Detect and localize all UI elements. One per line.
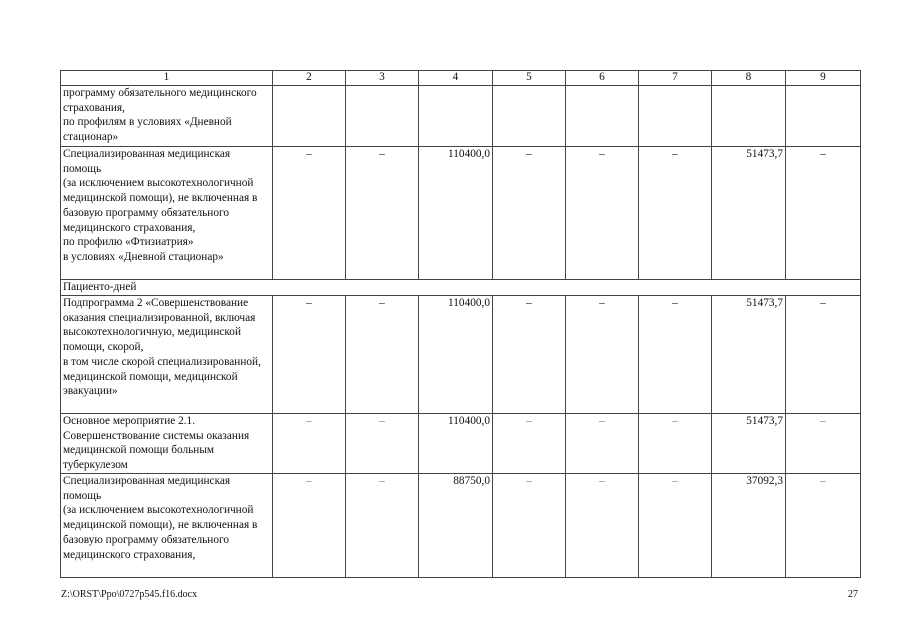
span-row bbox=[61, 280, 861, 296]
cell: – bbox=[786, 296, 861, 414]
cell: – bbox=[639, 147, 712, 280]
cell: – bbox=[566, 414, 639, 474]
cell: 110400,0 bbox=[419, 296, 493, 414]
cell: – bbox=[566, 296, 639, 414]
row-description: Подпрограмма 2 «Совершенствование оказания специализированной, включая высокотехнологичную, медицинской помощи, скорой, в том числе скорой специализированной, медицинской помощи, медицинской эвакуации» bbox=[61, 296, 273, 414]
cell: – bbox=[346, 147, 419, 280]
cell: – bbox=[273, 296, 346, 414]
span-cell: Пациенто-дней bbox=[61, 280, 861, 296]
cell: – bbox=[493, 296, 566, 414]
header-cell: 2 bbox=[273, 71, 346, 86]
table-row bbox=[61, 296, 861, 414]
header-cell: 3 bbox=[346, 71, 419, 86]
cell: 110400,0 bbox=[419, 414, 493, 474]
header-cell: 1 bbox=[61, 71, 273, 86]
footer-file-path: Z:\ORST\Ppo\0727p545.f16.docx bbox=[61, 589, 198, 600]
table-row bbox=[61, 414, 861, 474]
cell: – bbox=[566, 147, 639, 280]
cell bbox=[493, 86, 566, 147]
cell: 88750,0 bbox=[419, 474, 493, 578]
cell: 110400,0 bbox=[419, 147, 493, 280]
cell: – bbox=[273, 474, 346, 578]
cell: 51473,7 bbox=[712, 296, 786, 414]
cell: – bbox=[493, 147, 566, 280]
header-cell: 7 bbox=[639, 71, 712, 86]
cell bbox=[346, 86, 419, 147]
row-description: Специализированная медицинская помощь (за исключением высокотехнологичной медицинской помощи), не включенная в базовую программу обязательного медицинского страхования, bbox=[61, 474, 273, 578]
cell: – bbox=[786, 414, 861, 474]
header-row bbox=[61, 71, 861, 86]
cell: – bbox=[786, 147, 861, 280]
header-cell: 5 bbox=[493, 71, 566, 86]
cell: – bbox=[346, 296, 419, 414]
footer-page-number: 27 bbox=[848, 589, 858, 600]
header-cell: 6 bbox=[566, 71, 639, 86]
cell: 37092,3 bbox=[712, 474, 786, 578]
cell: – bbox=[493, 474, 566, 578]
header-cell: 4 bbox=[419, 71, 493, 86]
row-description: программу обязательного медицинского страхования, по профилям в условиях «Дневной стационар» bbox=[61, 86, 273, 147]
cell: – bbox=[346, 414, 419, 474]
cell: – bbox=[786, 474, 861, 578]
cell bbox=[712, 86, 786, 147]
cell: – bbox=[639, 414, 712, 474]
cell: – bbox=[639, 474, 712, 578]
cell: 51473,7 bbox=[712, 414, 786, 474]
cell: – bbox=[493, 414, 566, 474]
cell: – bbox=[566, 474, 639, 578]
cell bbox=[273, 86, 346, 147]
cell bbox=[786, 86, 861, 147]
table-row bbox=[61, 86, 861, 147]
cell: – bbox=[273, 147, 346, 280]
cell: – bbox=[273, 414, 346, 474]
header-cell: 8 bbox=[712, 71, 786, 86]
table-row bbox=[61, 147, 861, 280]
row-description: Основное мероприятие 2.1. Совершенствование системы оказания медицинской помощи больным туберкулезом bbox=[61, 414, 273, 474]
cell bbox=[566, 86, 639, 147]
cell: 51473,7 bbox=[712, 147, 786, 280]
cell bbox=[639, 86, 712, 147]
cell: – bbox=[639, 296, 712, 414]
table-row bbox=[61, 474, 861, 578]
cell: – bbox=[346, 474, 419, 578]
cell bbox=[419, 86, 493, 147]
budget-table bbox=[60, 70, 861, 578]
header-cell: 9 bbox=[786, 71, 861, 86]
row-description: Специализированная медицинская помощь (за исключением высокотехнологичной медицинской помощи), не включенная в базовую программу обязательного медицинского страхования, по профилю «Фтизиатрия» в условиях «Дневной стационар» bbox=[61, 147, 273, 280]
